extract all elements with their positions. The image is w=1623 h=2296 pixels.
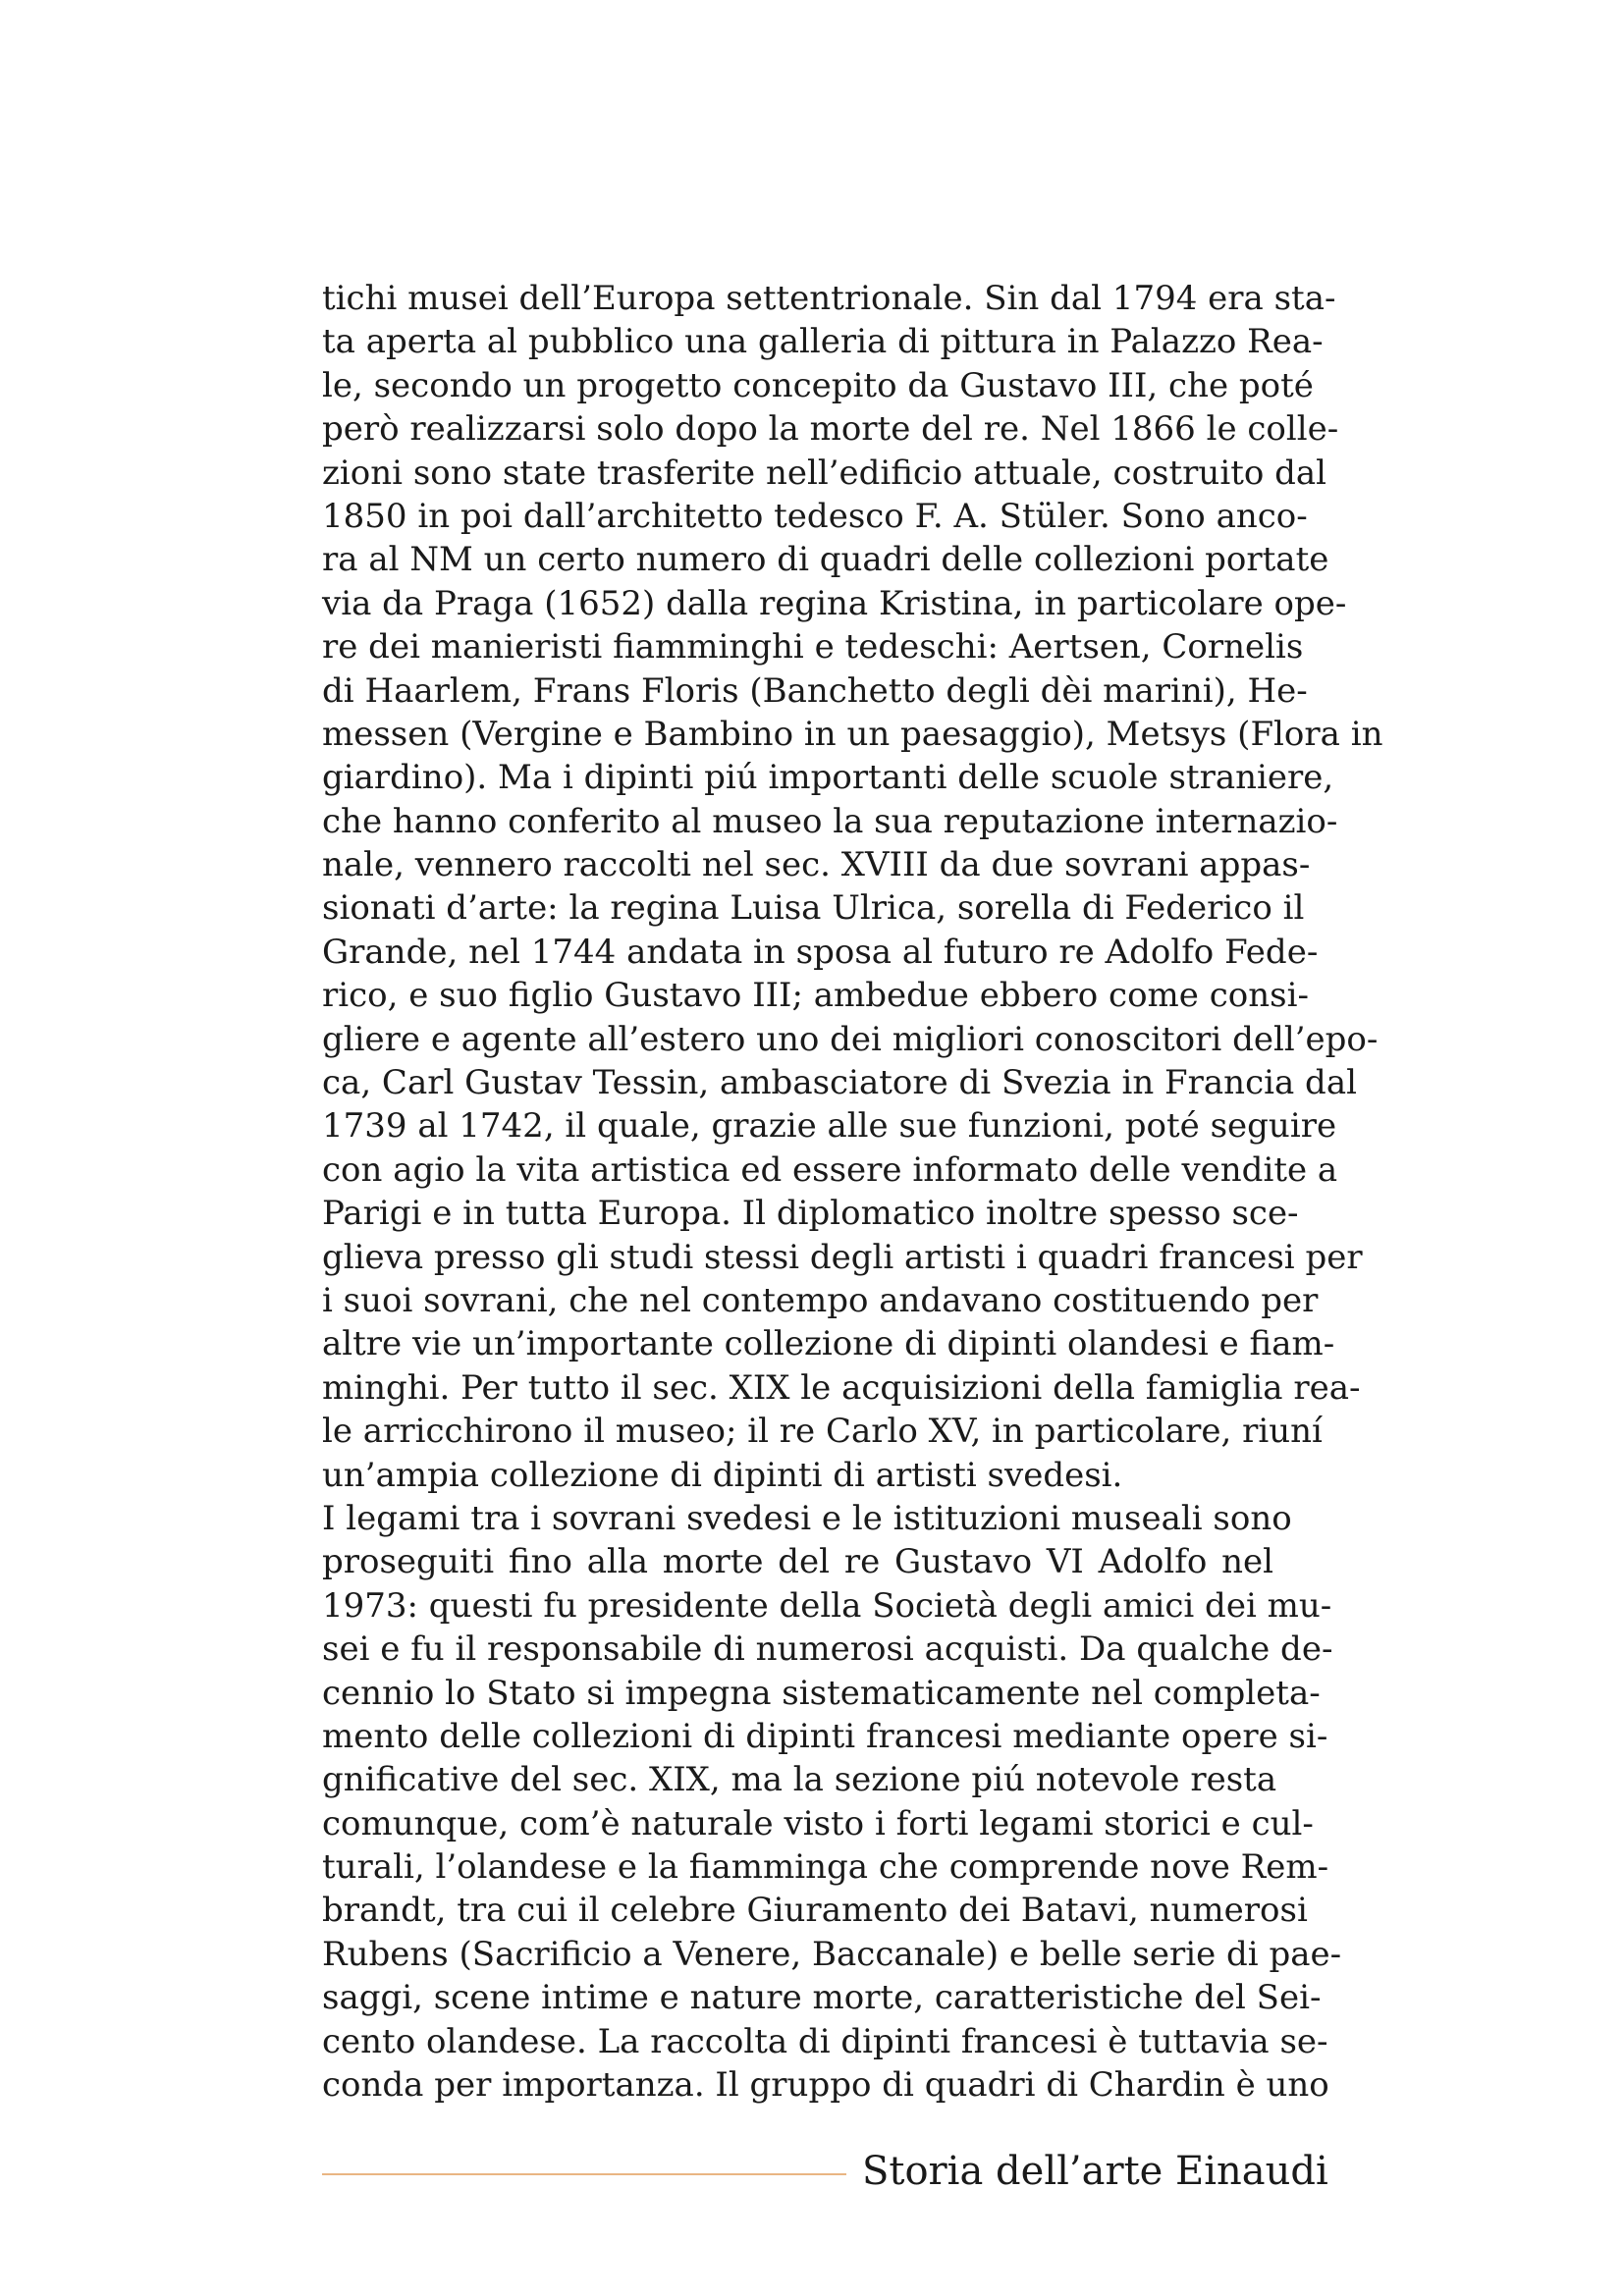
text-line: altre vie un’importante collezione di dipinti olandesi e fiam-: [322, 1324, 1335, 1364]
text-line: che hanno conferito al museo la sua reputazione internazio-: [322, 801, 1338, 841]
text-line: cennio lo Stato si impegna sistematicamente nel completa-: [322, 1673, 1321, 1713]
text-line: saggi, scene intime e nature morte, caratteristiche del Sei-: [322, 1978, 1322, 2018]
text-line: i suoi sovrani, che nel contempo andavano costituendo per: [322, 1280, 1319, 1320]
text-line: le arricchirono il museo; il re Carlo XV, in particolare, riuní: [322, 1412, 1323, 1452]
text-line: glieva presso gli studi stessi degli artisti i quadri francesi per: [322, 1237, 1363, 1277]
text-line: comunque, com’è naturale visto i forti legami storici e cul-: [322, 1803, 1314, 1843]
text-line: mento delle collezioni di dipinti francesi mediante opere si-: [322, 1716, 1328, 1756]
text-line: ta aperta al pubblico una galleria di pittura in Palazzo Rea-: [322, 322, 1324, 362]
text-line: zioni sono state trasferite nell’edificio attuale, costruito dal: [322, 453, 1327, 493]
text-line: ra al NM un certo numero di quadri delle collezioni portate: [322, 540, 1329, 580]
text-line: Rubens (Sacrificio a Venere, Baccanale) e belle serie di pae-: [322, 1934, 1342, 1974]
text-line: 1973: questi fu presidente della Società degli amici dei mu-: [322, 1585, 1332, 1626]
text-line: gnificative del sec. XIX, ma la sezione piú notevole resta: [322, 1760, 1277, 1800]
footer-publication-title: Storia dell’arte Einaudi: [862, 2149, 1328, 2194]
body-text: [322, 277, 1383, 2107]
text-line: sei e fu il responsabile di numerosi acquisti. Da qualche de-: [322, 1629, 1333, 1670]
text-line: rico, e suo figlio Gustavo III; ambedue ebbero come consi-: [322, 976, 1309, 1016]
text-line: via da Praga (1652) dalla regina Kristina, in particolare ope-: [322, 583, 1347, 623]
footer-divider: [322, 2173, 846, 2175]
text-line: I legami tra i sovrani svedesi e le istituzioni museali sono: [322, 1498, 1292, 1538]
text-line: Parigi e in tutta Europa. Il diplomatico inoltre spesso sce-: [322, 1194, 1299, 1234]
text-line: minghi. Per tutto il sec. XIX le acquisizioni della famiglia rea-: [322, 1367, 1361, 1408]
text-line: Grande, nel 1744 andata in sposa al futuro re Adolfo Fede-: [322, 932, 1319, 972]
text-line: nale, vennero raccolti nel sec. XVIII da due sovrani appas-: [322, 845, 1311, 885]
text-line: giardino). Ma i dipinti piú importanti delle scuole straniere,: [322, 758, 1334, 798]
text-line: brandt, tra cui il celebre Giuramento dei Batavi, numerosi: [322, 1891, 1308, 1931]
text-line: di Haarlem, Frans Floris (Banchetto degli dèi marini), He-: [322, 670, 1308, 711]
text-line: ca, Carl Gustav Tessin, ambasciatore di Svezia in Francia dal: [322, 1063, 1357, 1103]
text-line: gliere e agente all’estero uno dei migliori conoscitori dell’epo-: [322, 1019, 1379, 1059]
text-line: sionati d’arte: la regina Luisa Ulrica, sorella di Federico il: [322, 888, 1305, 929]
text-line: messen (Vergine e Bambino in un paesaggio), Metsys (Flora in: [322, 714, 1383, 754]
text-line: un’ampia collezione di dipinti di artisti svedesi.: [322, 1455, 1123, 1495]
text-line: cento olandese. La raccolta di dipinti francesi è tuttavia se-: [322, 2021, 1328, 2061]
text-line: 1739 al 1742, il quale, grazie alle sue funzioni, poté seguire: [322, 1106, 1337, 1147]
text-line: con agio la vita artistica ed essere informato delle vendite a: [322, 1149, 1338, 1190]
text-line: re dei manieristi fiamminghi e tedeschi: Aertsen, Cornelis: [322, 627, 1304, 667]
text-line: però realizzarsi solo dopo la morte del re. Nel 1866 le colle-: [322, 409, 1339, 450]
text-line: le, secondo un progetto concepito da Gustavo III, che poté: [322, 365, 1314, 405]
text-line: tichi musei dell’Europa settentrionale. Sin dal 1794 era sta-: [322, 279, 1336, 318]
text-line: proseguiti fino alla morte del re Gustavo VI Adolfo nel: [322, 1542, 1273, 1582]
text-line: conda per importanza. Il gruppo di quadri di Chardin è uno: [322, 2065, 1329, 2106]
text-line: 1850 in poi dall’architetto tedesco F. A. Stüler. Sono anco-: [322, 496, 1308, 536]
text-line: turali, l’olandese e la fiamminga che comprende nove Rem-: [322, 1847, 1329, 1888]
